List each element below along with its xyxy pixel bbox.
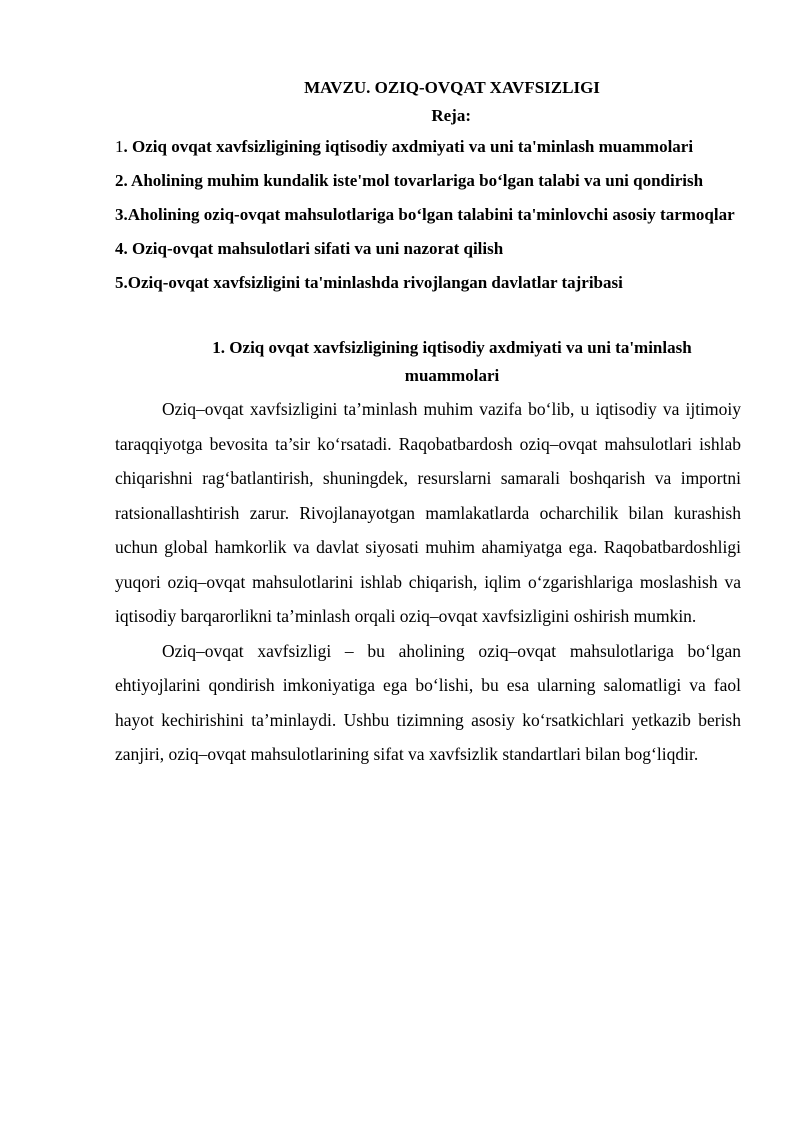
document-body — [115, 74, 741, 772]
plan-item — [115, 198, 741, 232]
plan-item — [115, 232, 741, 266]
body-paragraph: Oziq–ovqat xavfsizligi – bu aholining oziq–ovqat mahsulotlariga bo‘lgan ehtiyojlarini qondirish imkoniyatiga ega bo‘lishi, bu esa ularning salomatligi va faol hayot kechirishini ta’minlaydi. Ushbu tizimning asosiy ko‘rsatkichlari yetkazib berish zanjiri, oziq–ovqat mahsulotlarining sifat va xavfsizlik standartlari bilan bog‘liqdir. — [115, 640, 741, 764]
plan-item-text: 3.Aholining oziq-ovqat mahsulotlariga boʻlgan talabini ta'minlovchi asosiy tarmoqlar — [115, 205, 735, 224]
plan-label: Reja: — [431, 106, 471, 125]
spacer — [115, 300, 741, 334]
plan-list — [115, 130, 741, 300]
plan-item-text: . Oziq ovqat xavfsizligining iqtisodiy axdmiyati va uni ta'minlash muammolari — [123, 137, 694, 156]
page-title: MAVZU. OZIQ-OVQAT XAVFSIZLIGI — [304, 78, 600, 97]
plan-item-text: 2. Aholining muhim kundalik iste'mol tovarlariga boʻlgan talabi va uni qondirish — [115, 171, 704, 190]
plan-item — [115, 164, 741, 198]
plan-item — [115, 130, 741, 164]
section-heading: 1. Oziq ovqat xavfsizligining iqtisodiy axdmiyati va uni ta'minlash muammolari — [212, 338, 692, 385]
plan-item-text: 4. Oziq-ovqat mahsulotlari sifati va uni nazorat qilish — [115, 239, 504, 258]
plan-item-text: 5.Oziq-ovqat xavfsizligini ta'minlashda rivojlangan davlatlar tajribasi — [115, 273, 623, 292]
plan-item — [115, 266, 741, 300]
body-paragraph: Oziq–ovqat xavfsizligini ta’minlash muhim vazifa bo‘lib, u iqtisodiy va ijtimoiy taraqqiyotga bevosita ta’sir ko‘rsatadi. Raqobatbardosh oziq–ovqat mahsulotlari ishlab chiqarishni rag‘batlantirish, shuningdek, resurslarni samarali boshqarish va importni ratsionallashtirish zarur. Rivojlanayotgan mamlakatlarda ocharchilik bilan kurashish uchun global hamkorlik va davlat siyosati muhim ahamiyatga ega. Raqobatbardoshligi yuqori oziq–ovqat mahsulotlarini ishlab chiqarish, iqlim o‘zgarishlariga moslashish va iqtisodiy barqarorlikni ta’minlash orqali oziq–ovqat xavfsizligini oshirish mumkin. — [115, 399, 741, 626]
plan-item-number: 1 — [115, 137, 124, 156]
